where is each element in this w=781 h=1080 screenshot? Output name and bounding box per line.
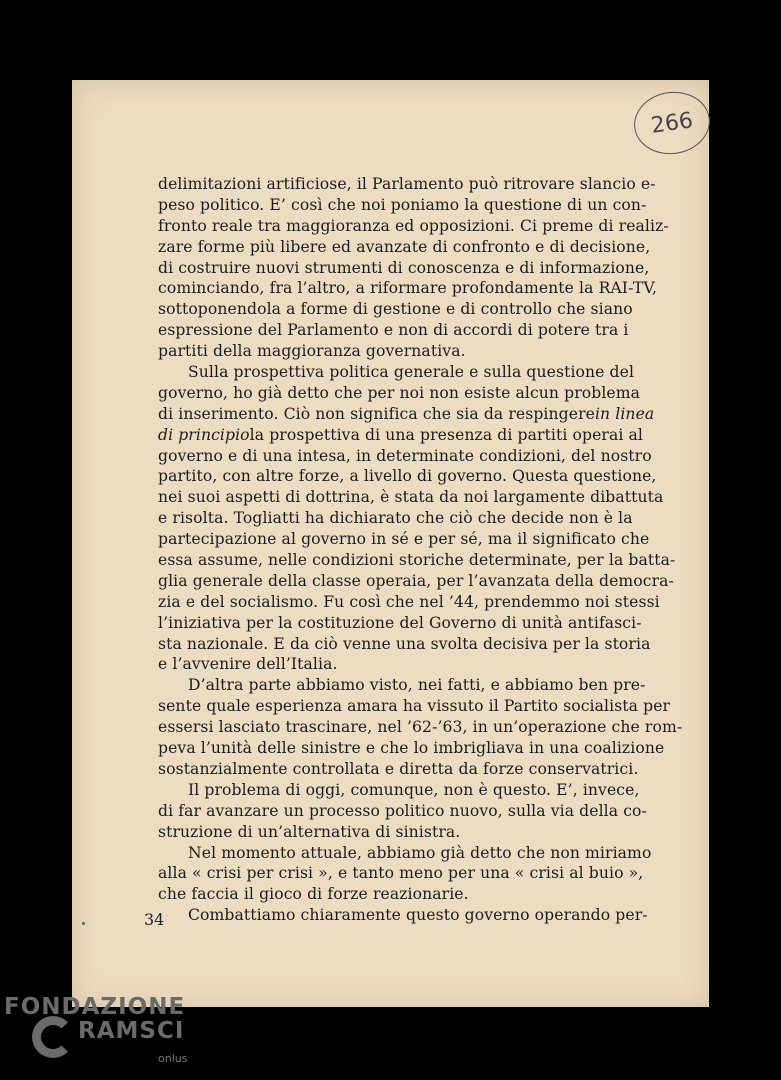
text-line: governo, ho già detto che per noi non esiste alcun problema — [158, 383, 641, 402]
text-line: sottoponendola a forme di gestione e di controllo che siano — [158, 300, 633, 319]
document-page — [72, 80, 709, 1007]
text-line: partito, con altre forze, a livello di governo. Questa questione, — [158, 467, 657, 486]
text-line: alla « crisi per crisi », e tanto meno per una « crisi al buio », — [158, 864, 644, 883]
text-line: nei suoi aspetti di dottrina, è stata da noi largamente dibattuta — [158, 488, 664, 507]
text-line: peso politico. E’ così che noi poniamo la questione di un con- — [158, 195, 647, 214]
text-line: partiti della maggioranza governativa. — [158, 342, 466, 361]
margin-mark — [82, 922, 85, 925]
logo-g-mark — [32, 1016, 74, 1058]
text-line: sta nazionale. E da ciò venne una svolta decisiva per la storia — [158, 634, 651, 653]
text-line: Il problema di oggi, comunque, non è questo. E’, invece, — [188, 780, 640, 799]
archive-number-stamp: 266 — [630, 87, 714, 159]
text-line: delimitazioni artificiose, il Parlamento può ritrovare slancio e- — [158, 175, 656, 193]
text-line: di far avanzare un processo politico nuovo, sulla via della co- — [158, 801, 647, 820]
text-line: che faccia il gioco di forze reazionarie. — [158, 885, 469, 904]
text-line: zia e del socialismo. Fu così che nel ’44, prendemmo noi stessi — [158, 592, 660, 611]
text-line: partecipazione al governo in sé e per sé, ma il significato che — [158, 530, 650, 549]
text-line: glia generale della classe operaia, per l’avanzata della democra- — [158, 571, 674, 590]
fondazione-gramsci-logo — [0, 990, 200, 1080]
text-line: essersi lasciato trascinare, nel ’62-’63, in un’operazione che rom- — [158, 718, 683, 737]
text-line: e l’avvenire dell’Italia. — [158, 655, 338, 674]
logo-line-1: FONDAZIONE — [4, 994, 186, 1020]
text-line: sente quale esperienza amara ha vissuto il Partito socialista per — [158, 697, 671, 716]
text-line: e risolta. Togliatti ha dichiarato che ciò che decide non è la — [158, 509, 633, 528]
text-line: l’iniziativa per la costituzione del Governo di unità antifasci- — [158, 613, 642, 632]
text-line: peva l’unità delle sinistre e che lo imbrigliava in una coalizione — [158, 739, 665, 758]
text-line: sostanzialmente controllata e diretta da forze conservatrici. — [158, 759, 639, 778]
text-line: Sulla prospettiva politica generale e sulla questione del — [188, 363, 635, 382]
text-line: zare forme più libere ed avanzate di confronto e di decisione, — [158, 237, 651, 256]
text-line: D’altra parte abbiamo visto, nei fatti, e abbiamo ben pre- — [188, 676, 646, 695]
body-text — [158, 174, 683, 926]
page-number: 34 — [144, 910, 165, 929]
text-line: fronto reale tra maggioranza ed opposizioni. Ci preme di realiz- — [158, 216, 669, 235]
text-line: Nel momento attuale, abbiamo già detto che non miriamo — [188, 843, 652, 862]
text-line: espressione del Parlamento e non di accordi di potere tra i — [158, 321, 629, 340]
text-line: cominciando, fra l’altro, a riformare profondamente la RAI-TV, — [158, 279, 658, 298]
text-line: governo e di una intesa, in determinate condizioni, del nostro — [158, 446, 652, 465]
logo-line-3: onlus — [158, 1052, 188, 1065]
text-line: struzione di un’alternativa di sinistra. — [158, 822, 461, 841]
text-line: di inserimento. Ciò non significa che sia da respingere in linea — [158, 404, 655, 423]
text-line: di principio la prospettiva di una presenza di partiti operai al — [158, 425, 644, 444]
text-line: Combattiamo chiaramente questo governo operando per- — [188, 906, 648, 925]
text-line: essa assume, nelle condizioni storiche determinate, per la batta- — [158, 551, 676, 570]
text-line: di costruire nuovi strumenti di conoscenza e di informazione, — [158, 258, 650, 277]
logo-line-2: RAMSCI — [78, 1018, 185, 1044]
